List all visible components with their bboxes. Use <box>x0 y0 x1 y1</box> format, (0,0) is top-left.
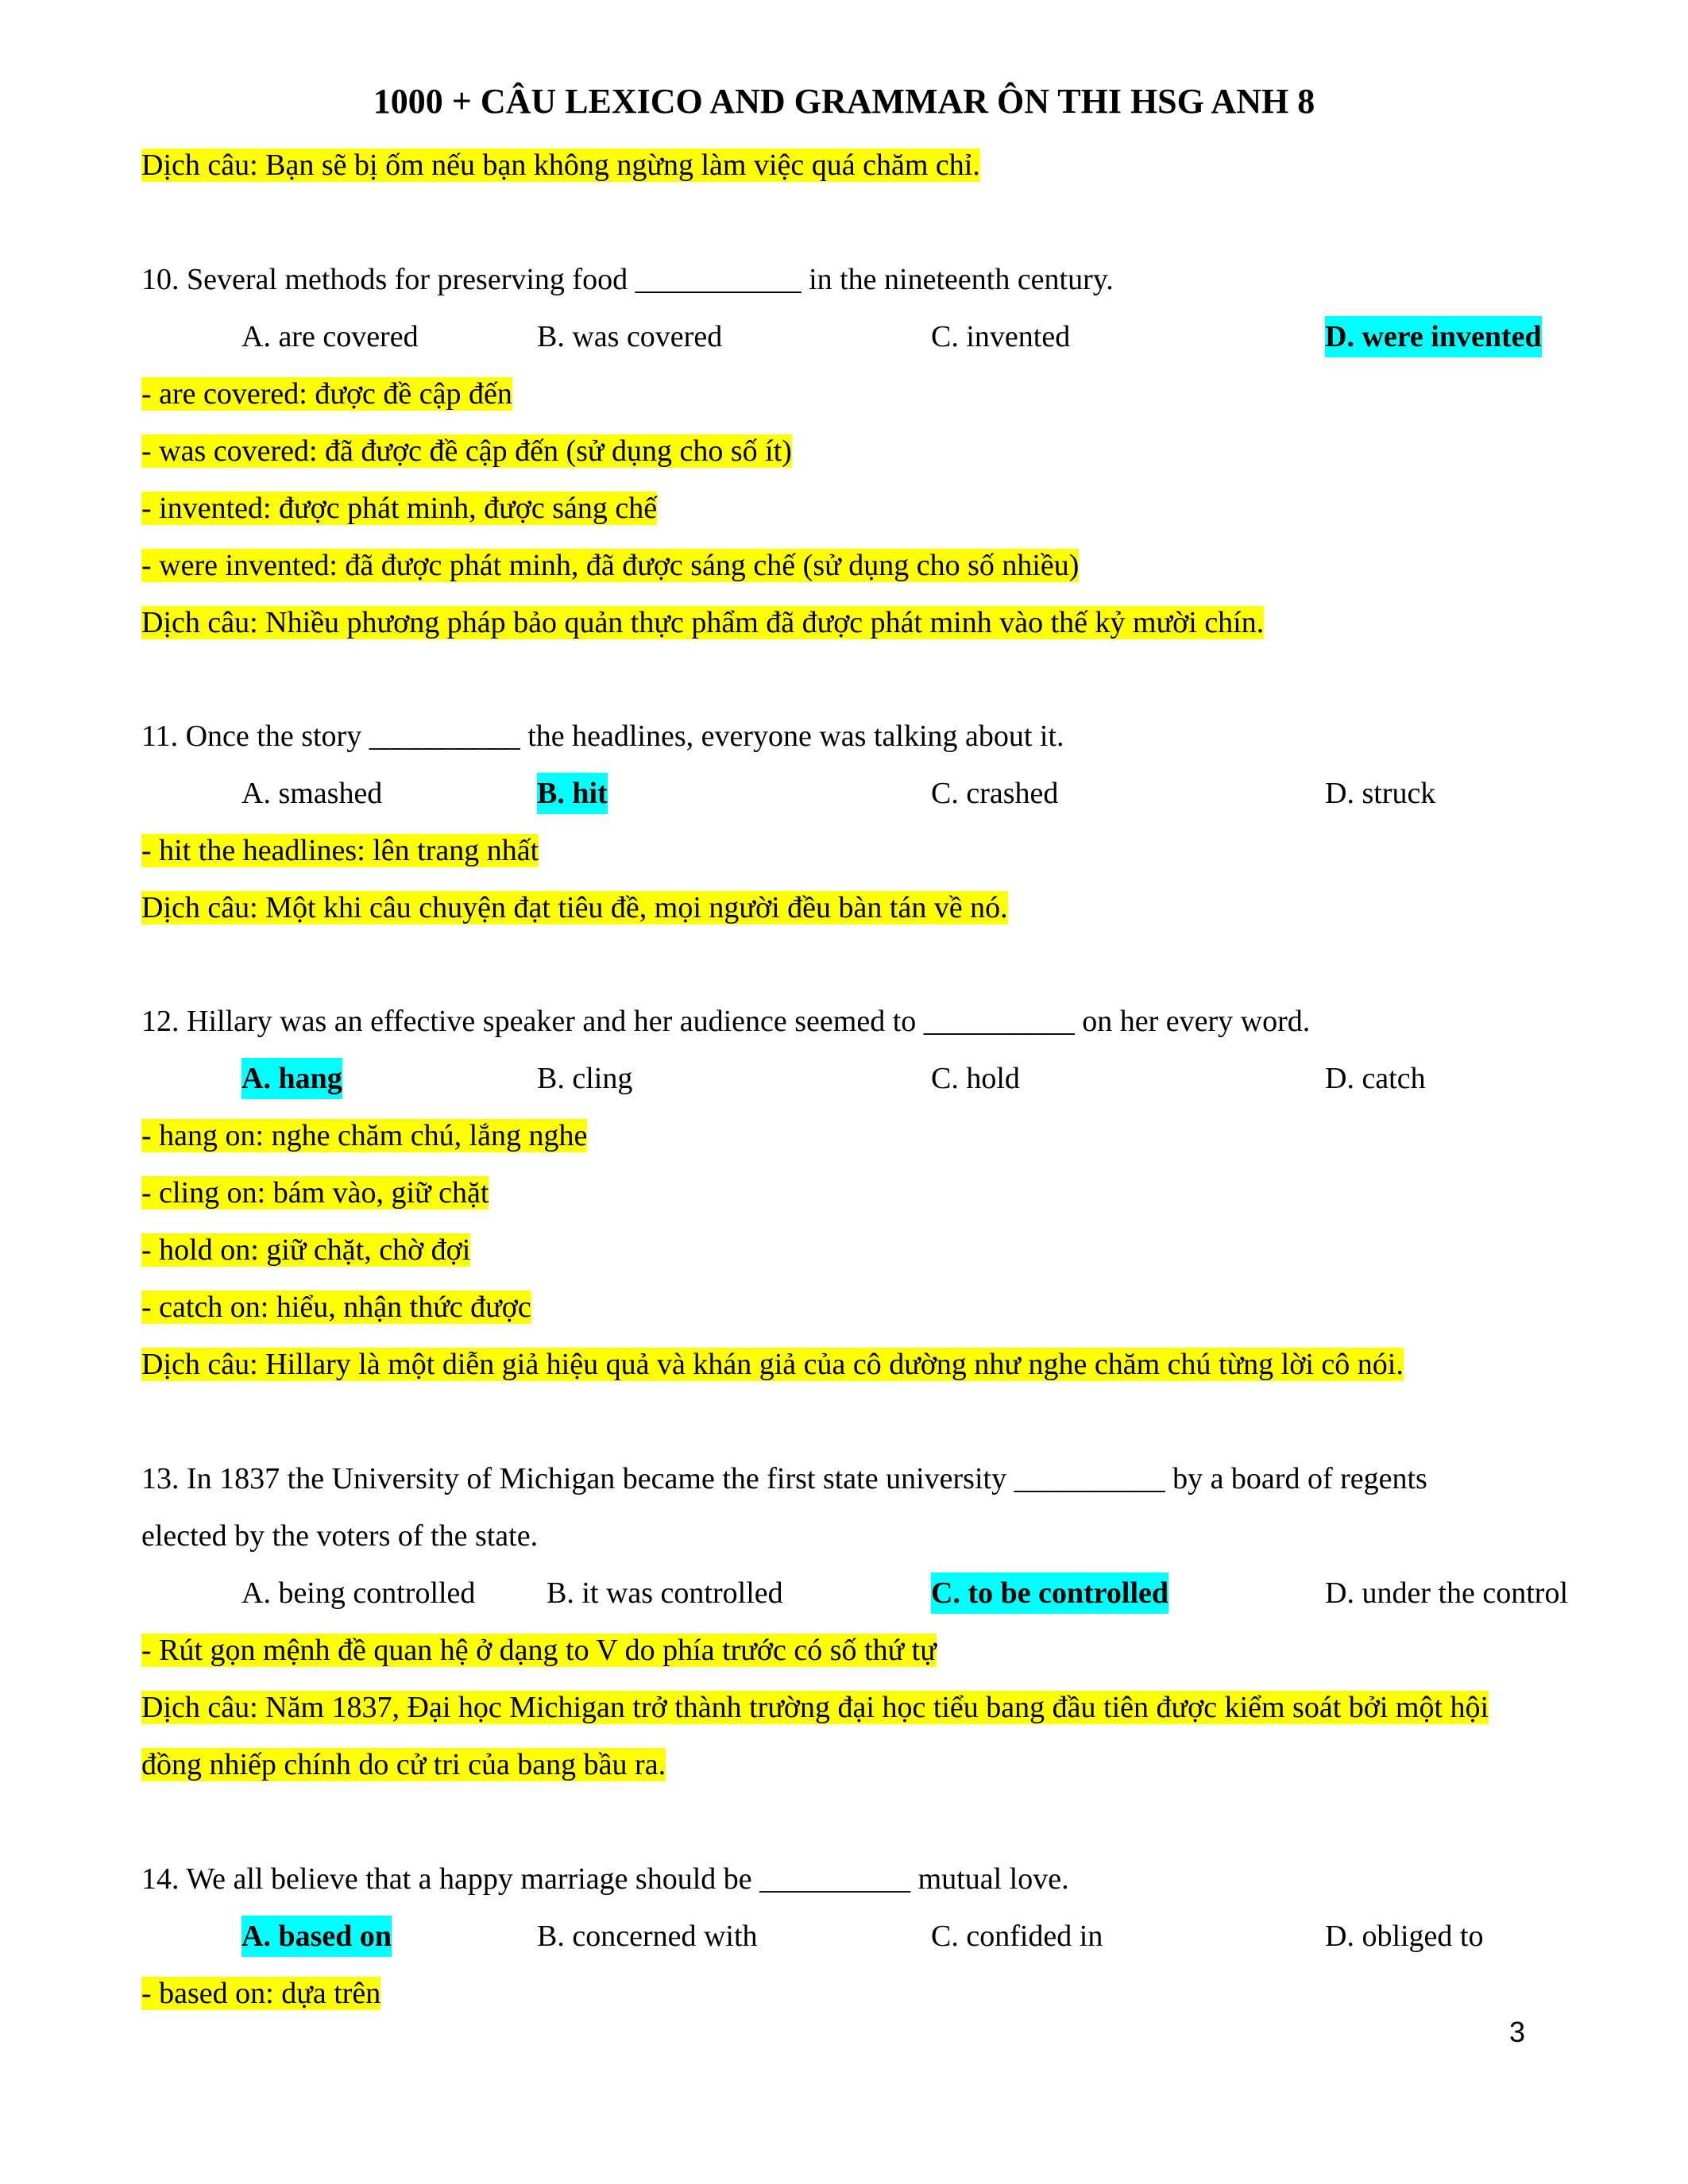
note-text: - hold on: giữ chặt, chờ đợi <box>141 1233 471 1267</box>
question-12-stem: 12. Hillary was an effective speaker and her audience seemed to __________ on her every word. <box>141 1005 1311 1038</box>
question-11-option-c: C. crashed <box>931 777 1059 810</box>
question-10-stem: 10. Several methods for preserving food ___________ in the nineteenth century. <box>141 263 1114 296</box>
question-10-option-d-answer: D. were invented <box>1325 316 1542 357</box>
question-11-option-a: A. smashed <box>241 777 383 810</box>
question-12-note <box>141 1115 587 1156</box>
question-10-option-a: A. are covered <box>241 320 419 353</box>
question-10-option-c: C. invented <box>931 320 1071 353</box>
question-13-translation <box>141 1687 1489 1728</box>
note-text: - are covered: được đề cập đến <box>141 377 512 411</box>
note-text: - Rút gọn mệnh đề quan hệ ở dạng to V do phía trước có số thứ tự <box>141 1634 937 1667</box>
question-13-option-a: A. being controlled <box>241 1576 476 1610</box>
note-text: - catch on: hiểu, nhận thức được <box>141 1291 531 1324</box>
note-text: - were invented: đã được phát minh, đã được sáng chế (sử dụng cho số nhiều) <box>141 549 1080 582</box>
note-text: Dịch câu: Một khi câu chuyện đạt tiêu đề, mọi người đều bàn tán về nó. <box>141 891 1008 924</box>
question-14-option-b: B. concerned with <box>537 1920 758 1953</box>
note-text: - based on: dựa trên <box>141 1977 381 2010</box>
question-12-option-a-answer: A. hang <box>241 1058 342 1099</box>
question-14-option-a-answer: A. based on <box>241 1916 392 1957</box>
note-text: - was covered: đã được đề cập đến (sử dụng cho số ít) <box>141 434 792 468</box>
question-13-option-b: B. it was controlled <box>547 1576 783 1610</box>
note-text: - invented: được phát minh, được sáng chế <box>141 492 658 525</box>
question-14-stem: 14. We all believe that a happy marriage should be __________ mutual love. <box>141 1862 1069 1896</box>
question-10-note <box>141 373 512 415</box>
question-11-translation <box>141 887 1008 928</box>
question-12-note <box>141 1287 531 1328</box>
question-10-option-b: B. was covered <box>537 320 723 353</box>
question-12-option-c: C. hold <box>931 1062 1020 1095</box>
question-13-stem: 13. In 1837 the University of Michigan became the first state university __________ by a board of regents <box>141 1462 1427 1495</box>
question-10-note <box>141 488 657 529</box>
note-text: đồng nhiếp chính do cử tri của bang bầu ra. <box>141 1748 666 1781</box>
question-11-option-d: D. struck <box>1325 777 1436 810</box>
question-12-note <box>141 1229 470 1271</box>
question-10-translation <box>141 602 1264 643</box>
question-11-note <box>141 830 539 871</box>
question-12-option-d: D. catch <box>1325 1062 1426 1095</box>
question-10-note <box>141 545 1079 586</box>
note-text: Dịch câu: Hillary là một diễn giả hiệu quả và khán giả của cô dường như nghe chăm chú từng lời cô nói. <box>141 1348 1404 1381</box>
note-text: - hang on: nghe chăm chú, lắng nghe <box>141 1119 588 1152</box>
page-number: 3 <box>1509 2016 1526 2048</box>
question-14-option-c: C. confided in <box>931 1920 1103 1953</box>
question-13-option-c-answer: C. to be controlled <box>931 1572 1168 1614</box>
note-text: - hit the headlines: lên trang nhất <box>141 834 539 867</box>
note-text: Dịch câu: Nhiều phương pháp bảo quản thực phẩm đã được phát minh vào thế kỷ mười chín. <box>141 606 1265 639</box>
page-title: 1000 + CÂU LEXICO AND GRAMMAR ÔN THI HSG ANH 8 <box>373 82 1315 121</box>
question-12-translation <box>141 1344 1404 1385</box>
intro-translation: Dịch câu: Bạn sẽ bị ốm nếu bạn không ngừng làm việc quá chăm chỉ. <box>141 149 980 182</box>
intro-translation-line <box>141 145 980 186</box>
question-12-option-b: B. cling <box>537 1062 633 1095</box>
question-14-note <box>141 1973 380 2014</box>
question-10-note <box>141 430 792 472</box>
question-13-stem-continued: elected by the voters of the state. <box>141 1519 539 1553</box>
question-12-note <box>141 1172 489 1214</box>
note-text: - cling on: bám vào, giữ chặt <box>141 1176 489 1210</box>
question-11-option-b-answer: B. hit <box>537 773 608 814</box>
question-11-stem: 11. Once the story __________ the headlines, everyone was talking about it. <box>141 720 1064 753</box>
note-text: Dịch câu: Năm 1837, Đại học Michigan trở thành trường đại học tiểu bang đầu tiên được kiểm soát bởi một hội <box>141 1691 1489 1724</box>
question-14-option-d: D. obliged to <box>1325 1920 1484 1953</box>
question-13-option-d: D. under the control <box>1325 1576 1569 1610</box>
question-13-translation-continued <box>141 1744 666 1785</box>
question-13-note <box>141 1630 937 1671</box>
